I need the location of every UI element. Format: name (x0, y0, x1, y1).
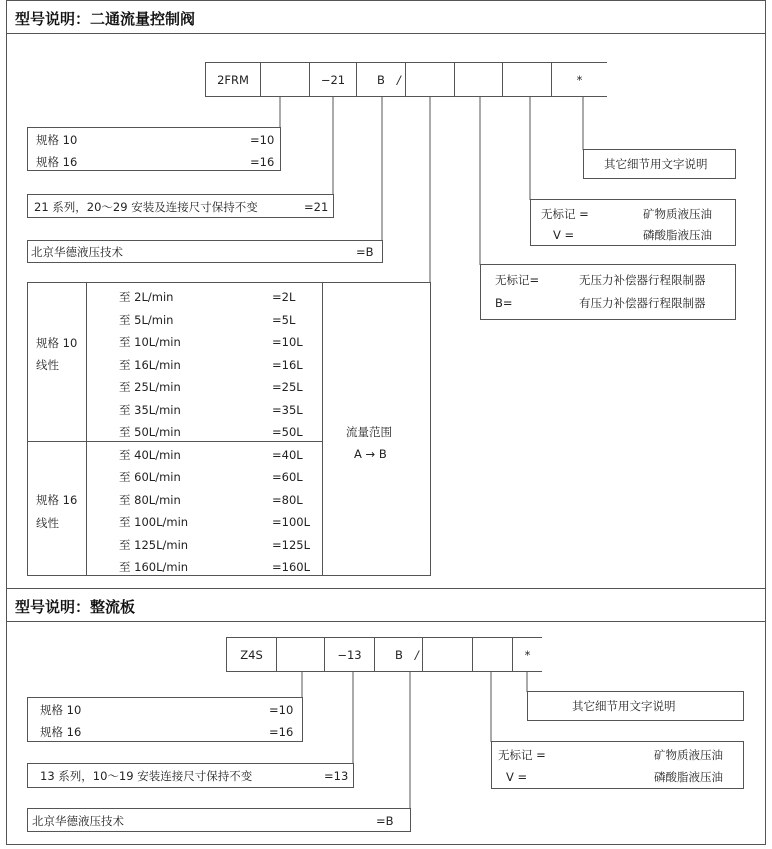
flow-range-text: 至 2L/min (119, 290, 174, 304)
fluid-label: V = (506, 770, 528, 784)
flow-code-text: =5L (272, 313, 296, 327)
series-code: =21 (304, 200, 329, 214)
tech-code: =B (376, 814, 394, 828)
compensator-box (480, 264, 736, 320)
flow-table-divider (28, 441, 323, 442)
fluid-value: 磷酸脂液压油 (643, 228, 712, 242)
size-option-label: 规格 16 (40, 725, 82, 739)
tech-label: 北京华德液压技术 (31, 245, 123, 259)
compensator-label: B= (495, 296, 513, 310)
flow-range-text: 至 60L/min (119, 470, 181, 484)
flow-code-text: =60L (272, 470, 303, 484)
other-details-box (583, 149, 736, 179)
code-cell-compensator (454, 62, 503, 97)
flow-table-divider (86, 283, 87, 575)
section1-header (6, 0, 766, 34)
series-box (27, 194, 334, 218)
size-option-code: =16 (269, 725, 294, 739)
flow-code-text: =10L (272, 335, 303, 349)
group-size-label: 规格 16 (36, 493, 78, 507)
section2-header (6, 588, 766, 622)
group-size-label: 规格 10 (36, 336, 78, 350)
other-details-text: 其它细节用文字说明 (572, 699, 676, 713)
tech-label: 北京华德液压技术 (32, 814, 124, 828)
code-cell-series: −13 (324, 637, 375, 672)
group-type-label: 线性 (36, 516, 59, 530)
flow-code-text: =160L (272, 560, 310, 574)
code-cell-fluid (472, 637, 513, 672)
compensator-label: 无标记= (495, 273, 540, 287)
flow-code-text: =40L (272, 448, 303, 462)
flow-range-text: 至 16L/min (119, 358, 181, 372)
flow-code-text: =16L (272, 358, 303, 372)
flow-code-text: =100L (272, 515, 310, 529)
code-cell-tech-text: B (377, 72, 385, 87)
fluid-label: 无标记 = (541, 207, 589, 221)
code-cell-tech (374, 637, 423, 672)
code-cell-model: 2FRM (205, 62, 261, 97)
flow-range-text: 至 10L/min (119, 335, 181, 349)
code-cell-blank (422, 637, 473, 672)
flow-range-text: 至 80L/min (119, 493, 181, 507)
flow-table (27, 282, 431, 576)
code-cell-fluid (502, 62, 552, 97)
series-code: =13 (324, 769, 349, 783)
flow-code-text: =2L (272, 290, 296, 304)
tech-box (27, 240, 383, 263)
section2-title: 型号说明：整流板 (15, 598, 136, 616)
flow-code-text: =80L (272, 493, 303, 507)
flow-range-text: 至 5L/min (119, 313, 174, 327)
compensator-value: 有压力补偿器行程限制器 (579, 296, 706, 310)
code-cell-series: −21 (309, 62, 357, 97)
code-cell-model: Z4S (226, 637, 277, 672)
size-options-box (27, 697, 303, 742)
size-option-label: 规格 16 (36, 155, 78, 169)
section1-title: 型号说明：二通流量控制阀 (15, 10, 196, 28)
code-cell-tech-text: B (395, 647, 403, 662)
flow-table-divider (322, 283, 323, 575)
flow-code-text: =125L (272, 538, 310, 552)
flow-code-text: =35L (272, 403, 303, 417)
code-cell-other: * (551, 62, 607, 97)
flow-code-text: =25L (272, 380, 303, 394)
fluid-box (491, 741, 744, 789)
flow-range-text: 至 125L/min (119, 538, 189, 552)
slash-mark: / (396, 72, 401, 87)
code-cell-other: * (512, 637, 542, 672)
group-type-label: 线性 (36, 358, 59, 372)
code-cell-size (260, 62, 310, 97)
size-option-label: 规格 10 (40, 703, 82, 717)
flow-range-text: 至 100L/min (119, 515, 189, 529)
fluid-value: 矿物质液压油 (643, 207, 712, 221)
other-details-box (527, 691, 744, 721)
fluid-label: 无标记 = (498, 748, 546, 762)
series-box (27, 763, 354, 788)
compensator-value: 无压力补偿器行程限制器 (579, 273, 706, 287)
size-option-label: 规格 10 (36, 133, 78, 147)
fluid-value: 磷酸脂液压油 (654, 770, 723, 784)
size-options-box (27, 127, 281, 171)
flow-scope-dir: A → B (354, 447, 387, 461)
flow-scope-title: 流量范围 (346, 425, 392, 439)
code-cell-size (276, 637, 325, 672)
flow-code-text: =50L (272, 425, 303, 439)
flow-range-text: 至 160L/min (119, 560, 189, 574)
series-label: 13 系列，10～19 安装连接尺寸保持不变 (40, 769, 253, 783)
flow-range-text: 至 50L/min (119, 425, 181, 439)
fluid-label: V = (553, 228, 575, 242)
flow-range-text: 至 35L/min (119, 403, 181, 417)
series-label: 21 系列，20～29 安装及连接尺寸保持不变 (34, 200, 258, 214)
size-option-code: =10 (250, 133, 275, 147)
code-cell-tech (356, 62, 406, 97)
fluid-value: 矿物质液压油 (654, 748, 723, 762)
fluid-box (530, 199, 736, 246)
slash-mark: / (414, 647, 419, 662)
code-cell-flow (405, 62, 455, 97)
tech-box (27, 808, 411, 832)
flow-range-text: 至 40L/min (119, 448, 181, 462)
tech-code: =B (356, 245, 374, 259)
other-details-text: 其它细节用文字说明 (604, 157, 708, 171)
size-option-code: =10 (269, 703, 294, 717)
size-option-code: =16 (250, 155, 275, 169)
flow-range-text: 至 25L/min (119, 380, 181, 394)
